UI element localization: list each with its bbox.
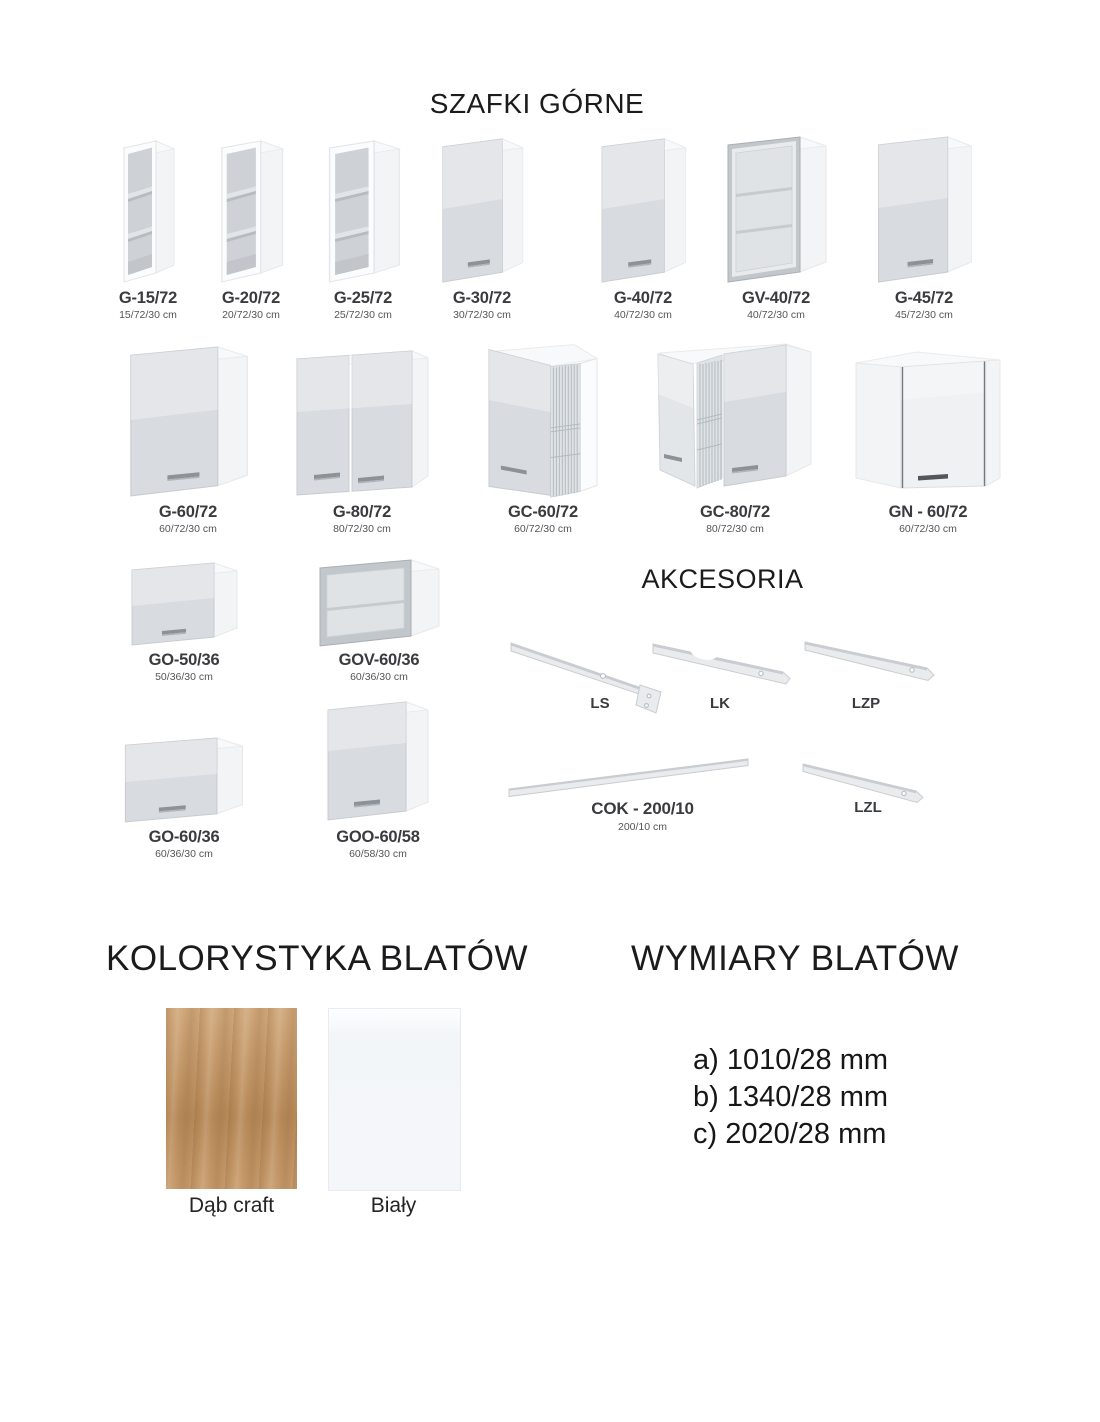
product-code: GO-60/36 [148, 828, 220, 846]
product-code: G-15/72 [118, 289, 178, 307]
product-dims: 80/72/30 cm [706, 523, 764, 535]
product-dims: 20/72/30 cm [222, 309, 280, 321]
cabinet-illustration [277, 340, 447, 500]
single-door-cabinet-icon [438, 136, 526, 286]
product-g-45-72 [864, 134, 984, 321]
cabinet-illustration [650, 340, 820, 500]
flip-up-cabinet-icon [128, 560, 241, 648]
swatch-bialy [328, 1008, 461, 1191]
accessory-code: LZP [851, 695, 881, 712]
cabinet-illustration [422, 134, 542, 286]
product-dims: 80/72/30 cm [333, 523, 391, 535]
product-dims: 60/72/30 cm [159, 523, 217, 535]
product-go-60-36 [109, 733, 259, 860]
product-code: G-25/72 [333, 289, 393, 307]
cabinet-illustration [109, 556, 259, 648]
single-door-cabinet-icon [124, 344, 252, 500]
section-title-wymiary: WYMIARY BLATÓW [631, 939, 959, 978]
product-dims: 40/72/30 cm [614, 309, 672, 321]
product-dims: 60/58/30 cm [349, 848, 407, 860]
product-g-40-72 [583, 134, 703, 321]
product-dims: 50/36/30 cm [155, 671, 213, 683]
cabinet-illustration [294, 556, 464, 648]
open-shelf-cabinet-icon [120, 138, 176, 286]
cabinet-illustration [716, 134, 836, 286]
accessory-code: COK - 200/10 [591, 799, 694, 818]
product-g-20-72 [191, 134, 311, 321]
product-code: GOO-60/58 [336, 828, 420, 846]
cabinet-illustration [458, 340, 628, 500]
product-code: GC-80/72 [700, 503, 770, 521]
cabinet-illustration [583, 134, 703, 286]
double-door-cabinet-icon [292, 348, 432, 500]
product-code: G-20/72 [221, 289, 281, 307]
product-g-15-72 [88, 134, 208, 321]
product-code: G-45/72 [894, 289, 954, 307]
flip-up-cabinet-icon [121, 735, 247, 825]
accessory-code: LS [590, 695, 610, 712]
accessory-code: LZL [854, 799, 882, 816]
product-g-60-72 [103, 340, 273, 535]
section-title-szafki-gorne: SZAFKI GÓRNE [429, 88, 645, 119]
product-g-30-72 [422, 134, 542, 321]
cabinet-illustration [88, 134, 208, 286]
product-gn-60-72 [843, 340, 1013, 535]
product-dims: 40/72/30 cm [747, 309, 805, 321]
product-dims: 15/72/30 cm [119, 309, 177, 321]
swatch-dab-craft [166, 1008, 297, 1189]
product-code: GN - 60/72 [888, 503, 968, 521]
accessory-code: LK [710, 695, 730, 712]
product-gc-60-72 [458, 340, 628, 535]
product-dims: 60/36/30 cm [350, 671, 408, 683]
wymiary-item: a) 1010/28 mm [693, 1044, 889, 1076]
open-shelf-cabinet-icon [217, 138, 285, 286]
open-door-drainer-cabinet-icon [487, 342, 599, 500]
glass-flip-up-cabinet-icon [315, 556, 443, 648]
open-door-drainer-wide-cabinet-icon [656, 340, 815, 500]
product-g-80-72 [277, 340, 447, 535]
product-code: G-40/72 [613, 289, 673, 307]
product-code: G-80/72 [332, 503, 392, 521]
product-gc-80-72 [650, 340, 820, 535]
section-title-akcesoria: AKCESORIA [641, 564, 804, 594]
swatch-label: Dąb craft [188, 1194, 275, 1217]
swatch-label: Biały [370, 1194, 417, 1217]
accessory-dims: 200/10 cm [617, 821, 668, 833]
cabinet-illustration [109, 733, 259, 825]
wymiary-item: c) 2020/28 mm [693, 1118, 887, 1150]
cabinet-illustration [864, 134, 984, 286]
glass-door-cabinet-icon [722, 134, 830, 286]
corner-cabinet-icon [854, 350, 1002, 500]
cabinet-illustration [191, 134, 311, 286]
product-code: G-30/72 [452, 289, 512, 307]
product-dims: 60/72/30 cm [899, 523, 957, 535]
cabinet-illustration [293, 698, 463, 825]
wymiary-item: b) 1340/28 mm [693, 1081, 889, 1113]
accessory-cok-illustration [505, 753, 755, 805]
accessory-lk-illustration [649, 633, 801, 701]
product-code: GV-40/72 [741, 289, 811, 307]
product-go-50-36 [109, 556, 259, 683]
accessory-lzp-illustration [801, 633, 943, 699]
product-code: GC-60/72 [508, 503, 578, 521]
section-title-kolorystyka: KOLORYSTYKA BLATÓW [106, 939, 528, 978]
cabinet-illustration [103, 340, 273, 500]
cabinet-illustration [303, 134, 423, 286]
open-shelf-cabinet-icon [324, 138, 402, 286]
product-gov-60-36 [294, 556, 464, 683]
product-gv-40-72 [716, 134, 836, 321]
wymiary-list [693, 1042, 888, 1153]
product-goo-60-58 [293, 698, 463, 860]
product-code: G-60/72 [158, 503, 218, 521]
product-dims: 60/36/30 cm [155, 848, 213, 860]
product-code: GO-50/36 [148, 651, 220, 669]
tall-flip-up-cabinet-icon [324, 699, 432, 825]
product-dims: 30/72/30 cm [453, 309, 511, 321]
product-g-25-72 [303, 134, 423, 321]
cabinet-illustration [843, 340, 1013, 500]
product-code: GOV-60/36 [338, 651, 420, 669]
product-dims: 25/72/30 cm [334, 309, 392, 321]
single-door-cabinet-icon [873, 134, 975, 286]
product-dims: 45/72/30 cm [895, 309, 953, 321]
single-door-cabinet-icon [597, 136, 689, 286]
product-dims: 60/72/30 cm [514, 523, 572, 535]
